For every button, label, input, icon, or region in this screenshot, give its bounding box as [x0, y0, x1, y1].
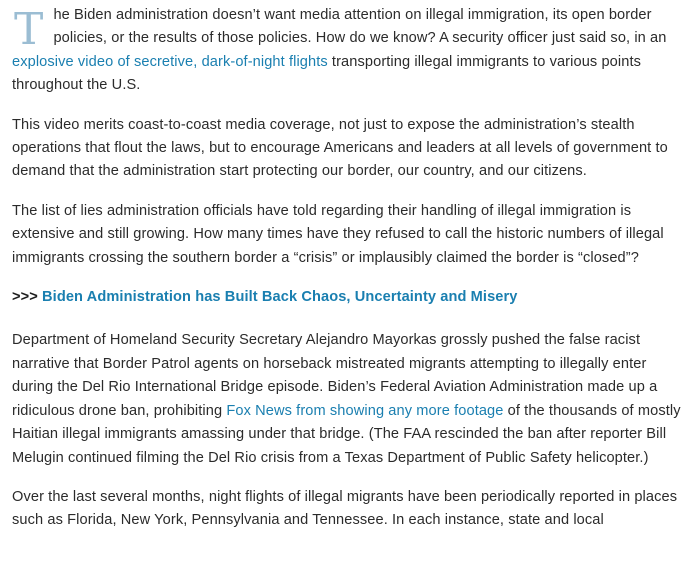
paragraph-text: he Biden administration doesn’t want media attention on illegal immigration, its open border policies, or the results of those policies. How do we know? A security officer just said so, in an	[53, 7, 667, 47]
paragraph-intro	[12, 4, 688, 98]
related-article	[12, 286, 688, 309]
paragraph-mayorkas	[12, 329, 688, 469]
paragraph-list-of-lies: The list of lies administration officials have told regarding their handling of illegal immigration is extensive and still growing. How many times have they refused to call the historic numbers of illegal immigrants crossing the southern border a “crisis” or implausibly claimed the border is “closed”?	[12, 202, 664, 266]
paragraph-night-flights: Over the last several months, night flights of illegal migrants have been periodically reported in places such as Florida, New York, Pennsylvania and Tennessee. In each instance, state and local	[12, 488, 678, 529]
paragraph-media-coverage: This video merits coast-to-coast media coverage, not just to expose the administration’s stealth operations that flout the laws, but to encourage Americans and leaders at all levels of government to demand that the administration start protecting our border, our country, and our citizens.	[12, 116, 668, 180]
drop-cap: T	[14, 4, 44, 55]
related-prefix: >>>	[12, 289, 43, 306]
paragraph-text: Department of Homeland Security Secretary Alejandro Mayorkas grossly pushed the false racist narrative that Border Patrol agents on horseback mistreated migrants attempting to illegally enter during the Del Rio International Bridge episode. Biden’s Federal Aviation Administration made up a ridiculous drone ban, prohibiting	[12, 332, 658, 419]
paragraph-text: of the thousands of mostly Haitian illegal immigrants amassing under that bridge. (The FAA rescinded the ban after reporter Bill Melugin continued filming the Del Rio crisis from a Texas Department of Public Safety helicopter.)	[12, 402, 681, 466]
paragraph-text: transporting illegal immigrants to various points throughout the U.S.	[12, 53, 642, 94]
flights-video-link[interactable]: explosive video of secretive, dark-of-night flights	[12, 53, 328, 70]
related-article-link[interactable]: Biden Administration has Built Back Chaos, Uncertainty and Misery	[42, 289, 518, 306]
fox-news-footage-link[interactable]: Fox News from showing any more footage	[226, 402, 504, 419]
article-body	[12, 4, 688, 549]
